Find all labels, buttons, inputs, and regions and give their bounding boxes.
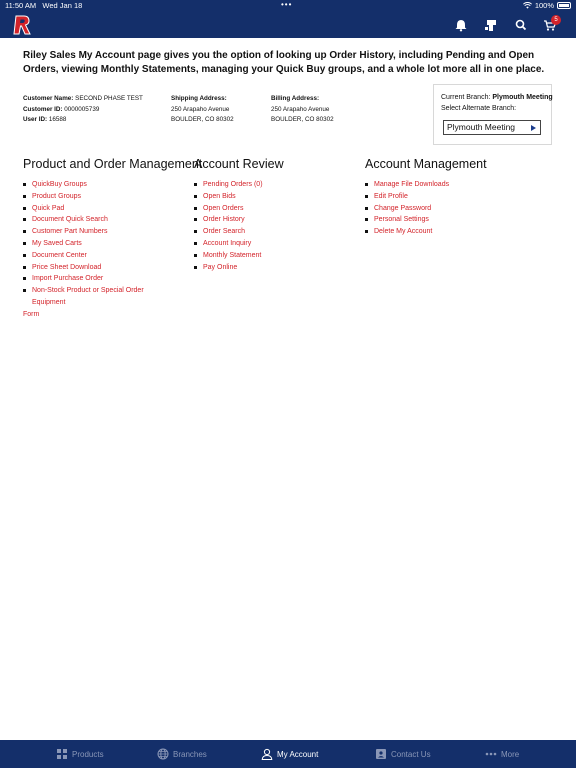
status-right (523, 1, 571, 10)
customer-id-label: Customer ID: (23, 105, 63, 113)
intro-text: Riley Sales My Account page gives you the option of looking up Order History, including Pending and Open Orders, viewing Monthly Statements, managing your Quick Buy groups, and a whole lot more all in one place. (23, 50, 545, 75)
branch-selector-panel (433, 84, 552, 145)
link-non-stock-product-form[interactable]: Non-Stock Product or Special Order Equipment Form (23, 285, 173, 320)
tab-label: Products (72, 749, 104, 759)
scanner-icon[interactable] (484, 18, 498, 32)
shipping-address (171, 94, 234, 126)
current-branch-value: Plymouth Meeting (492, 94, 553, 101)
link-order-search[interactable]: Order Search (194, 226, 284, 238)
tab-my-account[interactable] (261, 740, 318, 768)
tab-label: More (501, 749, 520, 759)
customer-name-label: Customer Name: (23, 95, 74, 102)
product-order-management-section (23, 157, 202, 321)
alternate-branch-label: Select Alternate Branch: (441, 105, 517, 112)
ellipsis-icon (485, 748, 497, 760)
customer-info (23, 94, 143, 126)
section-title: Product and Order Management (23, 157, 203, 171)
link-document-center[interactable]: Document Center (23, 250, 202, 262)
link-edit-profile[interactable]: Edit Profile (365, 191, 487, 203)
tab-label: Contact Us (391, 749, 431, 759)
user-id: 16588 (48, 116, 67, 123)
current-branch-label: Current Branch: (441, 94, 491, 101)
link-change-password[interactable]: Change Password (365, 203, 487, 215)
link-pending-orders[interactable]: Pending Orders (0) (194, 179, 284, 191)
status-bar (0, 0, 576, 12)
branch-select-value: Plymouth Meeting (447, 122, 516, 132)
tab-branches[interactable] (157, 740, 207, 768)
top-nav-bar (0, 12, 576, 38)
bell-icon[interactable] (454, 18, 468, 32)
link-open-bids[interactable]: Open Bids (194, 191, 284, 203)
section-title: Account Review (194, 157, 284, 171)
battery-percent: 100% (534, 1, 554, 10)
shipping-label: Shipping Address: (171, 95, 227, 102)
link-order-history[interactable]: Order History (194, 214, 284, 226)
billing-line1: 250 Arapaho Avenue (271, 105, 330, 113)
globe-icon (157, 748, 169, 760)
user-id-label: User ID: (23, 116, 48, 123)
branch-select[interactable] (443, 120, 541, 135)
section-title: Account Management (365, 157, 487, 171)
dropdown-arrow-icon (531, 125, 536, 131)
account-management-section (365, 157, 487, 238)
billing-label: Billing Address: (271, 95, 320, 102)
link-quick-pad[interactable]: Quick Pad (23, 203, 202, 215)
account-review-section (194, 157, 284, 273)
shipping-line2: BOULDER, CO 80302 (171, 116, 234, 123)
grid-icon (56, 748, 68, 760)
shipping-line1: 250 Arapaho Avenue (171, 105, 230, 113)
logo-icon[interactable] (13, 15, 31, 35)
status-time: 11:50 AM Wed Jan 18 (5, 1, 83, 10)
tab-products[interactable] (56, 740, 104, 768)
contact-card-icon (375, 748, 387, 760)
link-manage-file-downloads[interactable]: Manage File Downloads (365, 179, 487, 191)
link-price-sheet-download[interactable]: Price Sheet Download (23, 262, 202, 274)
tab-contact-us[interactable] (375, 740, 431, 768)
link-quickbuy-groups[interactable]: QuickBuy Groups (23, 179, 202, 191)
wifi-icon (523, 2, 532, 9)
link-pay-online[interactable]: Pay Online (194, 262, 284, 274)
link-customer-part-numbers[interactable]: Customer Part Numbers (23, 226, 202, 238)
person-icon (261, 748, 273, 760)
billing-line2: BOULDER, CO 80302 (271, 116, 334, 123)
link-monthly-statement[interactable]: Monthly Statement (194, 250, 284, 262)
billing-address (271, 94, 334, 126)
current-branch (441, 94, 553, 101)
tab-more[interactable] (485, 740, 519, 768)
cart-badge: 5 (551, 15, 561, 25)
battery-icon (557, 2, 571, 9)
bottom-tab-bar (0, 740, 576, 768)
link-open-orders[interactable]: Open Orders (194, 203, 284, 215)
customer-name: SECOND PHASE TEST (75, 95, 143, 102)
link-import-purchase-order[interactable]: Import Purchase Order (23, 273, 202, 285)
link-account-inquiry[interactable]: Account Inquiry (194, 238, 284, 250)
link-my-saved-carts[interactable]: My Saved Carts (23, 238, 202, 250)
tab-label: My Account (277, 749, 319, 759)
status-date: Wed Jan 18 (42, 1, 83, 10)
link-product-groups[interactable]: Product Groups (23, 191, 202, 203)
customer-id: 0000005739 (64, 105, 100, 113)
link-personal-settings[interactable]: Personal Settings (365, 214, 487, 226)
link-delete-my-account[interactable]: Delete My Account (365, 226, 487, 238)
link-document-quick-search[interactable]: Document Quick Search (23, 214, 202, 226)
search-icon[interactable] (514, 18, 528, 32)
multitask-dots-icon[interactable]: ••• (281, 0, 293, 9)
tab-label: Branches (173, 749, 207, 759)
